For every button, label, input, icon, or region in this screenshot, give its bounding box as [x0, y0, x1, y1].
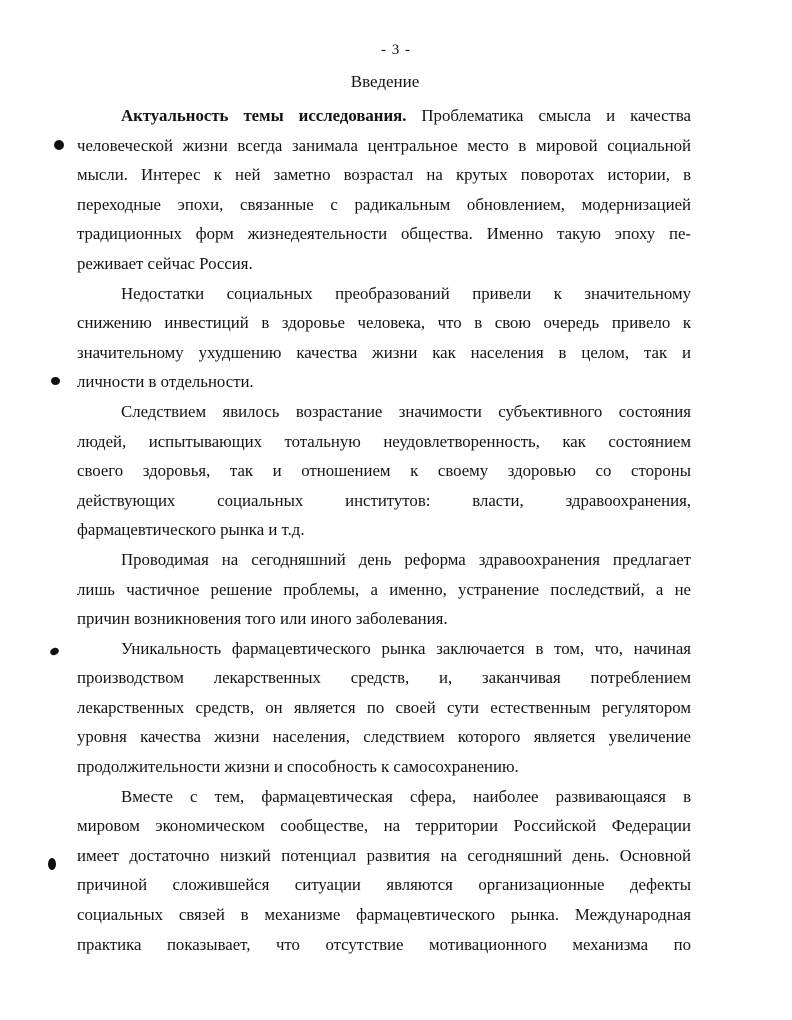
- text-line: снижению инвестиций в здоровье человека, что в свою очередь привело к: [77, 313, 691, 333]
- text-line: Уникальность фармацевтического рынка заключается в том, что, начиная: [121, 638, 691, 658]
- text-line: имеет достаточно низкий потенциал развития на сегодняшний день. Основной: [77, 845, 691, 865]
- text-line: продолжительности жизни и способность к самосохранению.: [77, 757, 519, 777]
- text-line: Недостатки социальных преобразований привели к значительному: [121, 283, 691, 303]
- paragraph-consequence: [77, 397, 691, 545]
- text-line: переходные эпохи, связанные с радикальным обновлением, модернизацией: [77, 194, 691, 214]
- paragraph-pharma-sphere: [77, 782, 691, 960]
- text-line: мировом экономическом сообществе, на территории Российской Федерации: [77, 816, 691, 836]
- body-text: [77, 101, 691, 959]
- text-line: Следствием явилось возрастание значимости субъективного состояния: [121, 401, 691, 421]
- margin-ink-mark: [54, 140, 64, 150]
- text-line: традиционных форм жизнедеятельности общества. Именно такую эпоху пе-: [77, 224, 691, 244]
- text-line: причиной сложившейся ситуации являются организационные дефекты: [77, 875, 691, 895]
- paragraph-uniqueness: [77, 634, 691, 782]
- text-line: мысли. Интерес к ней заметно возрастал на крутых поворотах истории, в: [77, 165, 691, 185]
- section-heading: Введение: [350, 72, 420, 91]
- margin-ink-mark: [48, 858, 56, 870]
- margin-ink-mark: [49, 646, 60, 656]
- text-line: причин возникновения того или иного заболевания.: [77, 609, 448, 629]
- text-line: значительному ухудшению качества жизни как населения в целом, так и: [77, 342, 691, 362]
- text-line: производством лекарственных средств, и, заканчивая потреблением: [77, 668, 691, 688]
- text-line: людей, испытывающих тотальную неудовлетворенность, как состоянием: [77, 431, 691, 451]
- text-line: Проводимая на сегодняшний день реформа здравоохранения предлагает: [121, 549, 691, 569]
- text-line: Актуальность темы исследования. Проблематика смысла и качества: [121, 106, 692, 125]
- text-line: личности в отдельности.: [77, 372, 254, 392]
- margin-ink-mark: [51, 377, 60, 385]
- page-number: - 3 -: [381, 42, 411, 58]
- text-line: человеческой жизни всегда занимала центральное место в мировой социальной: [77, 135, 691, 155]
- text-line: действующих социальных институтов: власти, здравоохранения,: [77, 490, 691, 510]
- text-line: своего здоровья, так и отношением к своему здоровью со стороны: [77, 461, 691, 481]
- text-line: фармацевтического рынка и т.д.: [77, 520, 305, 540]
- text-line: лишь частичное решение проблемы, а именно, устранение последствий, а не: [77, 579, 691, 599]
- paragraph-lead: Актуальность темы исследования.: [121, 106, 407, 125]
- text-line: практика показывает, что отсутствие мотивационного механизма по: [77, 934, 691, 954]
- text-line: Вместе с тем, фармацевтическая сфера, наиболее развивающаяся в: [121, 786, 691, 806]
- text-line: социальных связей в механизме фармацевтического рынка. Международная: [77, 905, 691, 925]
- text-line: лекарственных средств, он является по своей сути естественным регулятором: [77, 697, 691, 717]
- text-line: реживает сейчас Россия.: [77, 253, 253, 273]
- text-line: уровня качества жизни населения, следствием которого является увеличение: [77, 727, 691, 747]
- paragraph-reform: [77, 545, 691, 634]
- paragraph-relevance: [77, 101, 691, 279]
- paragraph-shortcomings: [77, 279, 691, 397]
